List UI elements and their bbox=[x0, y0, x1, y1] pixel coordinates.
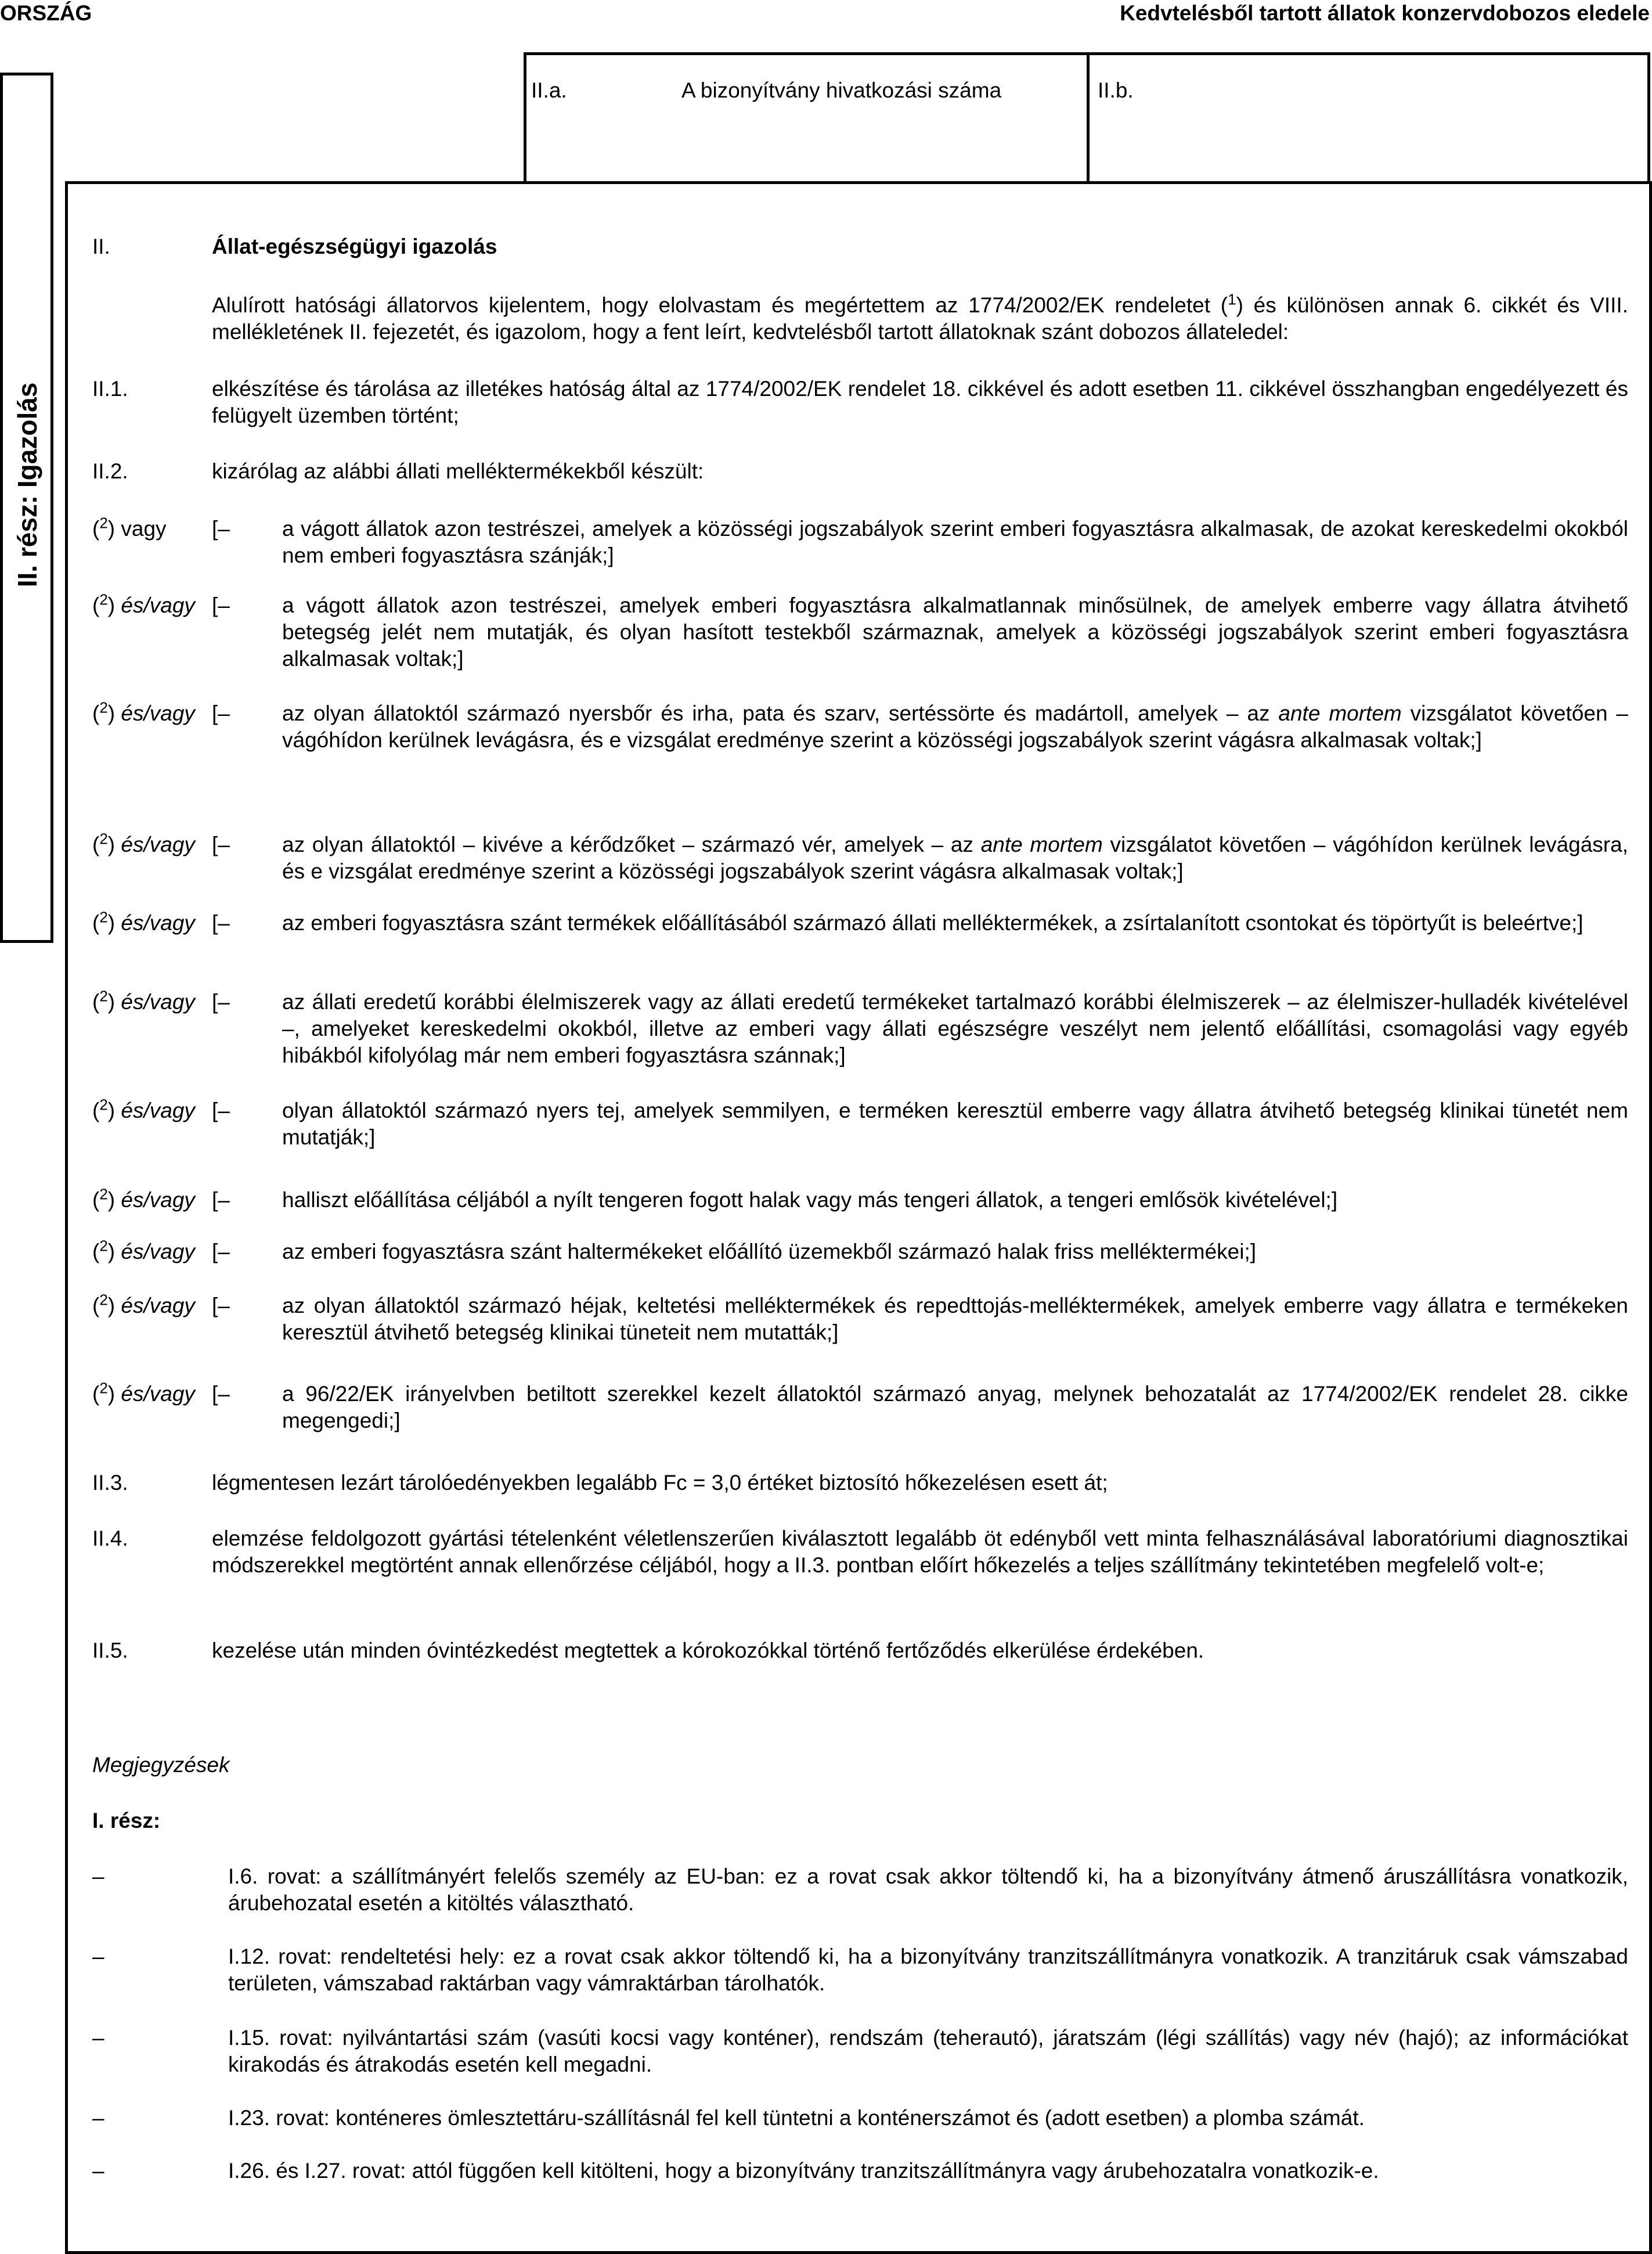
option-prefix: ($^2$) és/vagy bbox=[92, 908, 195, 935]
ref-a-code: II.a. bbox=[531, 78, 567, 102]
item-number: II.2. bbox=[92, 459, 128, 483]
item-number: II.1. bbox=[92, 377, 128, 401]
item-text: kezelése után minden óvintézkedést megtettek a kórokozókkal történő fertőződés elkerülése érdekében. bbox=[212, 1639, 1204, 1662]
option-text: a 96/22/EK irányelvben betiltott szerekkel kezelt állatoktól származó anyag, melynek behozatalát az 1774/2002/EK rendelet 28. cikke megengedi;] bbox=[282, 1382, 1628, 1432]
section-title: Állat-egészségügyi igazolás bbox=[212, 235, 497, 258]
item-number: II.3. bbox=[92, 1471, 128, 1495]
note-dash: – bbox=[92, 2106, 104, 2130]
item-text: kizárólag az alábbi állati melléktermékekből készült: bbox=[212, 459, 704, 483]
item-text: légmentesen lezárt tárolóedényekben legalább Fc = 3,0 értéket biztosító hőkezelésen esett át; bbox=[212, 1471, 1108, 1495]
item-text: elemzése feldolgozott gyártási tételenként véletlenszerűen kiválasztott legalább öt edényből vett minta felhasználásával laboratóriumi diagnosztikai módszerekkel megtörtént annak ellenőrzése céljából, hogy a II.3. pontban előírt hőkezelés a teljes szállítmány tekintetében megfelelő volt-e; bbox=[212, 1526, 1628, 1577]
note-dash: – bbox=[92, 1945, 104, 1968]
option-text: olyan állatoktól származó nyers tej, amelyek semmilyen, e terméken keresztül emberre vagy állatra átvihető betegség klinikai tünetét nem mutatják;] bbox=[282, 1099, 1628, 1149]
ref-b-code: II.b. bbox=[1098, 78, 1134, 102]
option-prefix: ($^2$) és/vagy bbox=[92, 590, 195, 617]
option-prefix: ($^2$) és/vagy bbox=[92, 1379, 195, 1406]
note-text: I.23. rovat: konténeres ömlesztettáru-szállításnál fel kell tüntetni a konténerszámot és (adott esetben) a plomba számát. bbox=[228, 2106, 1365, 2130]
section-number: II. bbox=[92, 235, 110, 258]
note-text: I.6. rovat: a szállítmányért felelős személy az EU-ban: ez a rovat csak akkor töltendő ki, ha a bizonyítvány átmenő áruszállításra vonatkozik, árubehozatal esetén a kitöltés választható. bbox=[228, 1864, 1628, 1915]
option-text: az olyan állatoktól – kivéve a kérődzőket – származó vér, amelyek – az ante mortem vizsgálatot követően – vágóhídon kerülnek levágásra, és e vizsgálat eredménye szerint a közösségi jogszabályok szerint vágásra alkalmasak voltak;] bbox=[282, 833, 1628, 883]
note-text: I.12. rovat: rendeltetési hely: ez a rovat csak akkor töltendő ki, ha a bizonyítvány tranzitszállítmányra vonatkozik. A tranzitáruk csak vámszabad területen, vámszabad raktárban vagy vámraktárban tárolhatók. bbox=[228, 1945, 1628, 1995]
option-bracket: [– bbox=[212, 1294, 230, 1317]
note-text: I.15. rovat: nyilvántartási szám (vasúti kocsi vagy konténer), rendszám (teherautó), járatszám (légi szállítás) vagy név (hajó); az információkat kirakodás és átrakodás esetén kell megadni. bbox=[228, 2026, 1628, 2076]
option-bracket: [– bbox=[212, 701, 230, 725]
option-prefix: ($^2$) és/vagy bbox=[92, 1291, 195, 1317]
document-title: Kedvtelésből tartott állatok konzervdobozos eledele bbox=[1120, 1, 1650, 25]
option-text: halliszt előállítása céljából a nyílt tengeren fogott halak vagy más tengeri állatok, a tengeri emlősök kivételével;] bbox=[282, 1188, 1338, 1212]
option-text: az állati eredetű korábbi élelmiszerek vagy az állati eredetű termékeket tartalmazó korábbi élelmiszerek – az élelmiszer-hulladék kivételével –, amelyeket kereskedelmi okokból, illetve az emberi vagy állati egészségre veszélyt nem jelentő előállítási, csomagolási vagy egyéb hibákból kifolyólag már nem emberi fogyasztásra szánnak;] bbox=[282, 990, 1628, 1067]
note-text: I.26. és I.27. rovat: attól függően kell kitölteni, hogy a bizonyítvány tranzitszállítmányra vagy árubehozatalra vonatkozik-e. bbox=[228, 2159, 1379, 2183]
notes-heading: Megjegyzések bbox=[92, 1753, 230, 1777]
option-bracket: [– bbox=[212, 593, 230, 617]
option-prefix: ($^2$) és/vagy bbox=[92, 1237, 195, 1263]
option-prefix: ($^2$) és/vagy bbox=[92, 698, 195, 725]
note-dash: – bbox=[92, 2026, 104, 2050]
option-bracket: [– bbox=[212, 911, 230, 935]
note-dash: – bbox=[92, 1864, 104, 1888]
item-number: II.5. bbox=[92, 1639, 128, 1662]
option-bracket: [– bbox=[212, 1099, 230, 1122]
option-prefix: ($^2$) vagy bbox=[92, 514, 167, 541]
ref-a-label: A bizonyítvány hivatkozási száma bbox=[681, 78, 1002, 102]
option-text: az olyan állatoktól származó nyersbőr és irha, pata és szarv, sertéssörte és madártoll, amelyek – az ante mortem vizsgálatot követően – vágóhídon kerülnek levágásra, és e vizsgálat eredménye szerint a közösségi jogszabályok szerint vágásra alkalmasak voltak;] bbox=[282, 701, 1629, 752]
option-text: a vágott állatok azon testrészei, amelyek a közösségi jogszabályok szerint emberi fogyasztásra alkalmasak, de azokat kereskedelmi okokból nem emberi fogyasztásra szánják;] bbox=[282, 517, 1628, 567]
option-prefix: ($^2$) és/vagy bbox=[92, 1096, 195, 1122]
option-bracket: [– bbox=[212, 833, 230, 856]
item-text: elkészítése és tárolása az illetékes hatóság által az 1774/2002/EK rendelet 18. cikkével és adott esetben 11. cikkével összhangban engedélyezett és felügyelt üzemben történt; bbox=[212, 377, 1628, 427]
note-dash: – bbox=[92, 2159, 104, 2183]
option-prefix: ($^2$) és/vagy bbox=[92, 1185, 195, 1212]
option-bracket: [– bbox=[212, 1188, 230, 1212]
section-intro: Alulírott hatósági állatorvos kijelentem, hogy elolvastam és megértettem az 1774/2002/EK rendeletet ($^1$) és különösen annak 6. cikkét és VIII. mellékletének II. fejezetét, és igazolom, hogy a fent leírt, kedvtelésből tartott állatoknak szánt dobozos állateledel: bbox=[212, 290, 1628, 344]
option-text: az olyan állatoktól származó héjak, keltetési melléktermékek és repedttojás-melléktermékek, amelyek emberre vagy állatra e termékeken keresztül átvihető betegség klinikai tüneteit nem mutatták;] bbox=[282, 1294, 1628, 1344]
option-bracket: [– bbox=[212, 517, 230, 541]
option-text: a vágott állatok azon testrészei, amelyek emberi fogyasztásra alkalmatlannak minősülnek, de amelyek emberre vagy állatra átvihető betegség jelét nem mutatják, és olyan hasított testekből származnak, amelyek a közösségi jogszabályok szerint emberi fogyasztásra alkalmasak voltak;] bbox=[282, 593, 1628, 671]
reference-divider bbox=[524, 52, 1090, 183]
item-number: II.4. bbox=[92, 1526, 128, 1550]
notes-part-label: I. rész: bbox=[92, 1809, 161, 1832]
side-label: II. rész: Igazolás bbox=[12, 382, 42, 588]
option-text: az emberi fogyasztásra szánt haltermékeket előállító üzemekből származó halak friss melléktermékei;] bbox=[282, 1240, 1257, 1263]
option-prefix: ($^2$) és/vagy bbox=[92, 830, 195, 856]
option-prefix: ($^2$) és/vagy bbox=[92, 987, 195, 1014]
option-bracket: [– bbox=[212, 1240, 230, 1263]
country-label: ORSZÁG bbox=[0, 1, 92, 25]
option-text: az emberi fogyasztásra szánt termékek előállításából származó állati melléktermékek, a zsírtalanított csontokat és töpörtyűt is beleértve;] bbox=[282, 911, 1584, 935]
option-bracket: [– bbox=[212, 990, 230, 1014]
option-bracket: [– bbox=[212, 1382, 230, 1406]
